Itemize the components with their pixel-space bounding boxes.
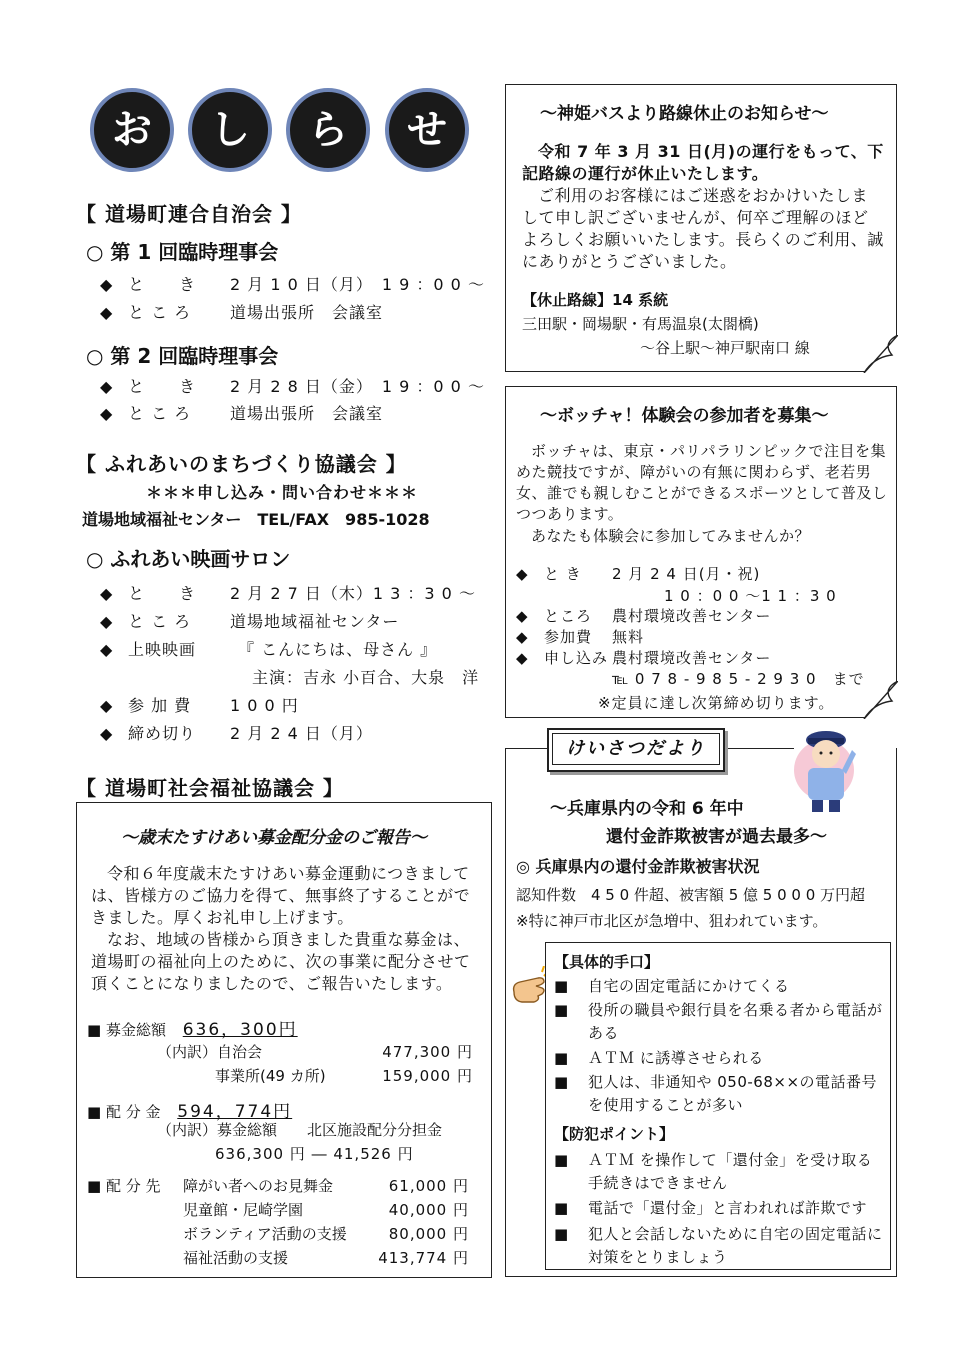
boccia-item-where: ◆ ところ 農村環境改善センター (516, 607, 772, 625)
boccia-box (505, 386, 897, 718)
salon-item-where: ◆ と こ ろ 道場地域福祉センター (100, 612, 400, 631)
meeting2-when: ◆ と き 2 月 2 8 日（金） 1 9 ：0 0 〜 (100, 377, 485, 396)
breakdown2-label: （内訳）募金総額 北区施設配分分担金 (157, 1121, 443, 1139)
oshirase-circle-4: せ (385, 88, 469, 172)
methods-heading: 【具体的手口】 (554, 953, 660, 971)
meeting1-where: ◆ と こ ろ 道場出張所 会議室 (100, 303, 384, 322)
points-heading: 【防犯ポイント】 (554, 1125, 675, 1143)
salon-item-deadline: ◆ 締め切り 2 月 2 4 日（月） (100, 724, 373, 743)
police-box-topline-right (724, 748, 794, 749)
salon-item-movie: ◆ 上映映画 『 こんにちは、母さん 』 (100, 640, 438, 659)
bus-route-line2: 〜谷上駅〜神戸駅南口 線 (640, 339, 810, 357)
boccia-para1: ボッチャは、東京・パリパラリンピックで注目を集めた競技ですが、障がいの有無に関わらず、老若男女、誰でも親しむことができるスポーツとして普及しつつあります。 (516, 442, 888, 523)
method-item: ■ 犯人は、非通知や 050-68××の電話番号を使用することが多い (554, 1073, 878, 1114)
police-officer-icon (794, 724, 858, 816)
police-tab: けいさつだより (547, 728, 725, 772)
bus-notice-box (505, 84, 897, 372)
oshirase-circle-1: お (90, 88, 174, 172)
police-title-line1: 〜兵庫県内の令和 6 年中 (550, 799, 744, 819)
recipient-row: ボランティア活動の支援 80,000 円 (183, 1225, 469, 1243)
donation-para2: なお、地域の皆様から頂きました貴重な募金は、道場町の福祉向上のために、次の事業に配分させて頂くことになりましたので、ご報告いたします。 (91, 930, 471, 993)
boccia-title: 〜ボッチャ！体験会の参加者を募集〜 (540, 406, 829, 426)
boccia-item-fee: ◆ 参加費 無料 (516, 628, 645, 646)
bus-route-line1: 三田駅・岡場駅・有馬温泉(太閤橋) (522, 315, 759, 333)
oshirase-circle-3: ら (286, 88, 370, 172)
oshirase-circle-2: し (188, 88, 272, 172)
recipient-row: 福祉活動の支援 413,774 円 (183, 1249, 469, 1267)
salon-cast: 主演：吉永 小百合、大泉 洋 (252, 668, 480, 687)
police-title-line2: 還付金詐欺被害が過去最多〜 (606, 827, 827, 847)
donation-total: ■ 募金総額 636，300円 (87, 1020, 298, 1040)
page-curl-icon (852, 681, 898, 719)
method-item: ■ 自宅の固定電話にかけてくる (554, 977, 790, 995)
bus-route-label: 【休止路線】14 系統 (522, 291, 669, 309)
page-curl-icon (852, 335, 898, 373)
breakdown2-calc: 636,300 円 ― 41,526 円 (215, 1145, 414, 1163)
salon-item-when: ◆ と き 2 月 2 7 日（木）1 3 ：3 0 〜 (100, 584, 476, 603)
police-note: ※特に神戸市北区が急増中、狙われています。 (516, 912, 828, 930)
meeting2-where: ◆ と こ ろ 道場出張所 会議室 (100, 404, 384, 423)
donation-dist: ■ 配 分 金 594，774円 (87, 1102, 293, 1122)
boccia-item-apply: ◆ 申し込み 農村環境改善センター (516, 649, 772, 667)
shakyo-heading: 【 道場町社会福祉協議会 】 (76, 776, 344, 800)
bus-notice-title: 〜神姫バスより路線休止のお知らせ〜 (540, 104, 829, 124)
bus-para1: 令和 7 年 3 月 31 日(月)の運行をもって、下記路線の運行が休止いたします。 (522, 142, 884, 183)
donation-report-title: 〜歳末たすけあい募金配分金のご報告〜 (121, 828, 427, 848)
rengou-heading: 【 道場町連合自治会 】 (76, 202, 302, 226)
point-item: ■ ＡＴＭ を操作して「還付金」を受け取る手続きはできません (554, 1151, 873, 1192)
method-item: ■ 役所の職員や銀行員を名乗る者から電話がある (554, 1001, 883, 1042)
fureai-contact-line: ＊＊＊申し込み・問い合わせ＊＊＊ (146, 483, 419, 502)
boccia-time: 1 0 ：0 0 〜1 1 ：3 0 (664, 587, 837, 605)
salon-item-fee: ◆ 参 加 費 1 0 0 円 (100, 696, 299, 715)
recipients-label: ■ 配 分 先 (87, 1177, 161, 1195)
police-status-heading: ◎ 兵庫県内の還付金詐欺被害状況 (516, 857, 760, 876)
recipient-row: 障がい者へのお見舞金 61,000 円 (183, 1177, 469, 1195)
police-inner-box (545, 942, 891, 1270)
meeting1-title: ○ 第 1 回臨時理事会 (86, 240, 279, 264)
fureai-contact-org: 道場地域福祉センター TEL/FAX 985-1028 (82, 510, 430, 529)
police-box-topline-left (505, 748, 547, 749)
breakdown1-row1: （内訳）自治会 477,300 円 (157, 1043, 473, 1061)
police-stats: 認知件数 4 5 0 件超、被害額 5 億 5 0 0 0 万円超 (516, 886, 866, 904)
point-item: ■ 電話で「還付金」と言われれば詐欺です (554, 1199, 868, 1217)
method-item: ■ ＡＴＭ に誘導させられる (554, 1049, 764, 1067)
boccia-note: ※定員に達し次第締め切ります。 (598, 694, 835, 712)
meeting1-when: ◆ と き 2 月 1 0 日（月） 1 9 ：0 0 〜 (100, 275, 485, 294)
boccia-para2: あなたも体験会に参加してみませんか？ (531, 527, 811, 545)
donation-para1: 令和６年度歳末たすけあい募金運動につきましては、皆様方のご協力を得て、無事終了することができました。厚くお礼申し上げます。 (91, 864, 471, 927)
boccia-tel: ℡ 0 7 8 - 9 8 5 - 2 9 3 0 まで (612, 670, 865, 688)
bus-para2: ご利用のお客様にはご迷惑をおかけいたしまして申し訳ございませんが、何卒ご理解のほどよろしくお願いいたします。長らくのご利用、誠にありがとうございました。 (522, 186, 884, 271)
salon-title: ○ ふれあい映画サロン (86, 547, 291, 571)
boccia-item-when: ◆ と き 2 月 2 4 日(月・祝) (516, 565, 761, 583)
donation-report-box (76, 802, 492, 1278)
fureai-heading: 【 ふれあいのまちづくり協議会 】 (76, 452, 407, 476)
recipient-row: 児童館・尼崎学園 40,000 円 (183, 1201, 469, 1219)
point-item: ■ 犯人と会話しないために自宅の固定電話に対策をとりましょう (554, 1225, 883, 1266)
meeting2-title: ○ 第 2 回臨時理事会 (86, 344, 279, 368)
breakdown1-row2: 事業所(49 カ所) 159,000 円 (215, 1067, 473, 1085)
